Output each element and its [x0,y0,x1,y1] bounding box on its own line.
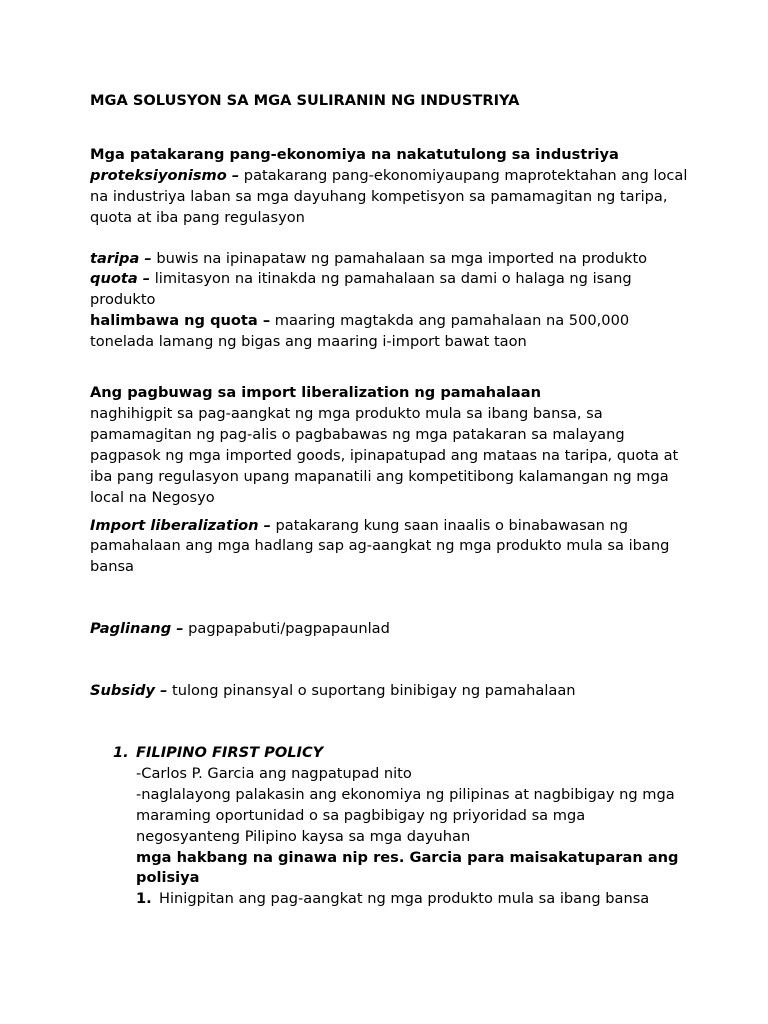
numbered-list-policy [113,743,690,910]
definition-taripa [90,249,690,270]
definition-quota [90,269,690,311]
term-subsidy: Subsidy – [90,682,168,700]
definition-text: limitasyon na itinakda ng pamahalaan sa dami o halaga ng isang produkto [90,270,632,309]
definition-text: tulong pinansyal o suportang binibigay ng pamahalaan [167,682,576,700]
document-content [90,91,690,910]
policy-title: FILIPINO FIRST POLICY [136,744,324,762]
definition-text: pagpapabuti/pagpapaunlad [183,620,390,638]
definition-paglinang [90,619,690,640]
term-import-liberalization: Import liberalization – [90,516,271,534]
policy-line: -naglalayong palakasin ang ekonomiya ng pilipinas at nagbibigay ng mga maraming oportunidad o sa pagbibigay ng priyoridad sa mga negosyanteng Pilipino kaysa sa mga dayuhan [136,785,675,845]
section-body-import-liberalization: naghihigpit sa pag-aangkat ng mga produkto mula sa ibang bansa, sa pamamagitan ng pag-alis o pagbabawas ng mga patakaran sa malayang pagpasok ng mga imported goods, ipinapatupad ang mataas na taripa, quota at iba pang regulasyon upang mapanatili ang kompetitibong kalamangan ng mga local na Negosyo [90,404,679,506]
document-title: MGA SOLUSYON SA MGA SULIRANIN NG INDUSTRIYA [90,92,520,109]
sub-list-text: Hinigpitan ang pag-aangkat ng mga produkto mula sa ibang bansa [159,890,650,908]
section-heading-import-liberalization: Ang pagbuwag sa import liberalization ng pamahalaan [90,384,542,402]
policy-line: -Carlos P. Garcia ang nagpatupad nito [136,764,412,782]
definition-text: buwis na ipinapataw ng pamahalaan sa mga imported na produkto [151,249,648,267]
term-paglinang: Paglinang – [90,620,184,638]
definition-text: maaring magtakda ang pamahalaan na 500,000 tonelada lamang ng bigas ang maaring i-import bawat taon [90,312,630,351]
definition-import-liberalization [90,516,690,579]
policy-body [136,764,690,910]
definition-subsidy [90,681,690,702]
term-taripa: taripa – [90,249,152,267]
list-item [113,743,690,764]
definition-proteksiyonismo [90,166,690,229]
definition-halimbawa-quota [90,311,690,353]
definition-text: patakarang kung saan inaalis o binabawasan ng pamahalaan ang mga hadlang sap ag-aangkat ng mga produkto mula sa ibang bansa [90,516,670,576]
definition-text: patakarang pang-ekonomiyaupang maprotektahan ang local na industriya laban sa mga dayuhang kompetisyon sa pamamagitan ng taripa, quota at iba pang regulasyon [90,166,688,226]
term-quota: quota – [90,270,151,288]
sub-list-number: 1. [136,890,152,908]
list-number: 1. [113,744,129,762]
sub-list-item [136,889,690,910]
section-heading-economic-policies: Mga patakarang pang-ekonomiya na nakatutulong sa industriya [90,145,619,163]
policy-steps-heading: mga hakbang na ginawa nip res. Garcia para maisakatuparan ang polisiya [136,848,679,887]
term-halimbawa-quota: halimbawa ng quota – [90,312,271,330]
term-proteksiyonismo: proteksiyonismo – [90,166,240,184]
